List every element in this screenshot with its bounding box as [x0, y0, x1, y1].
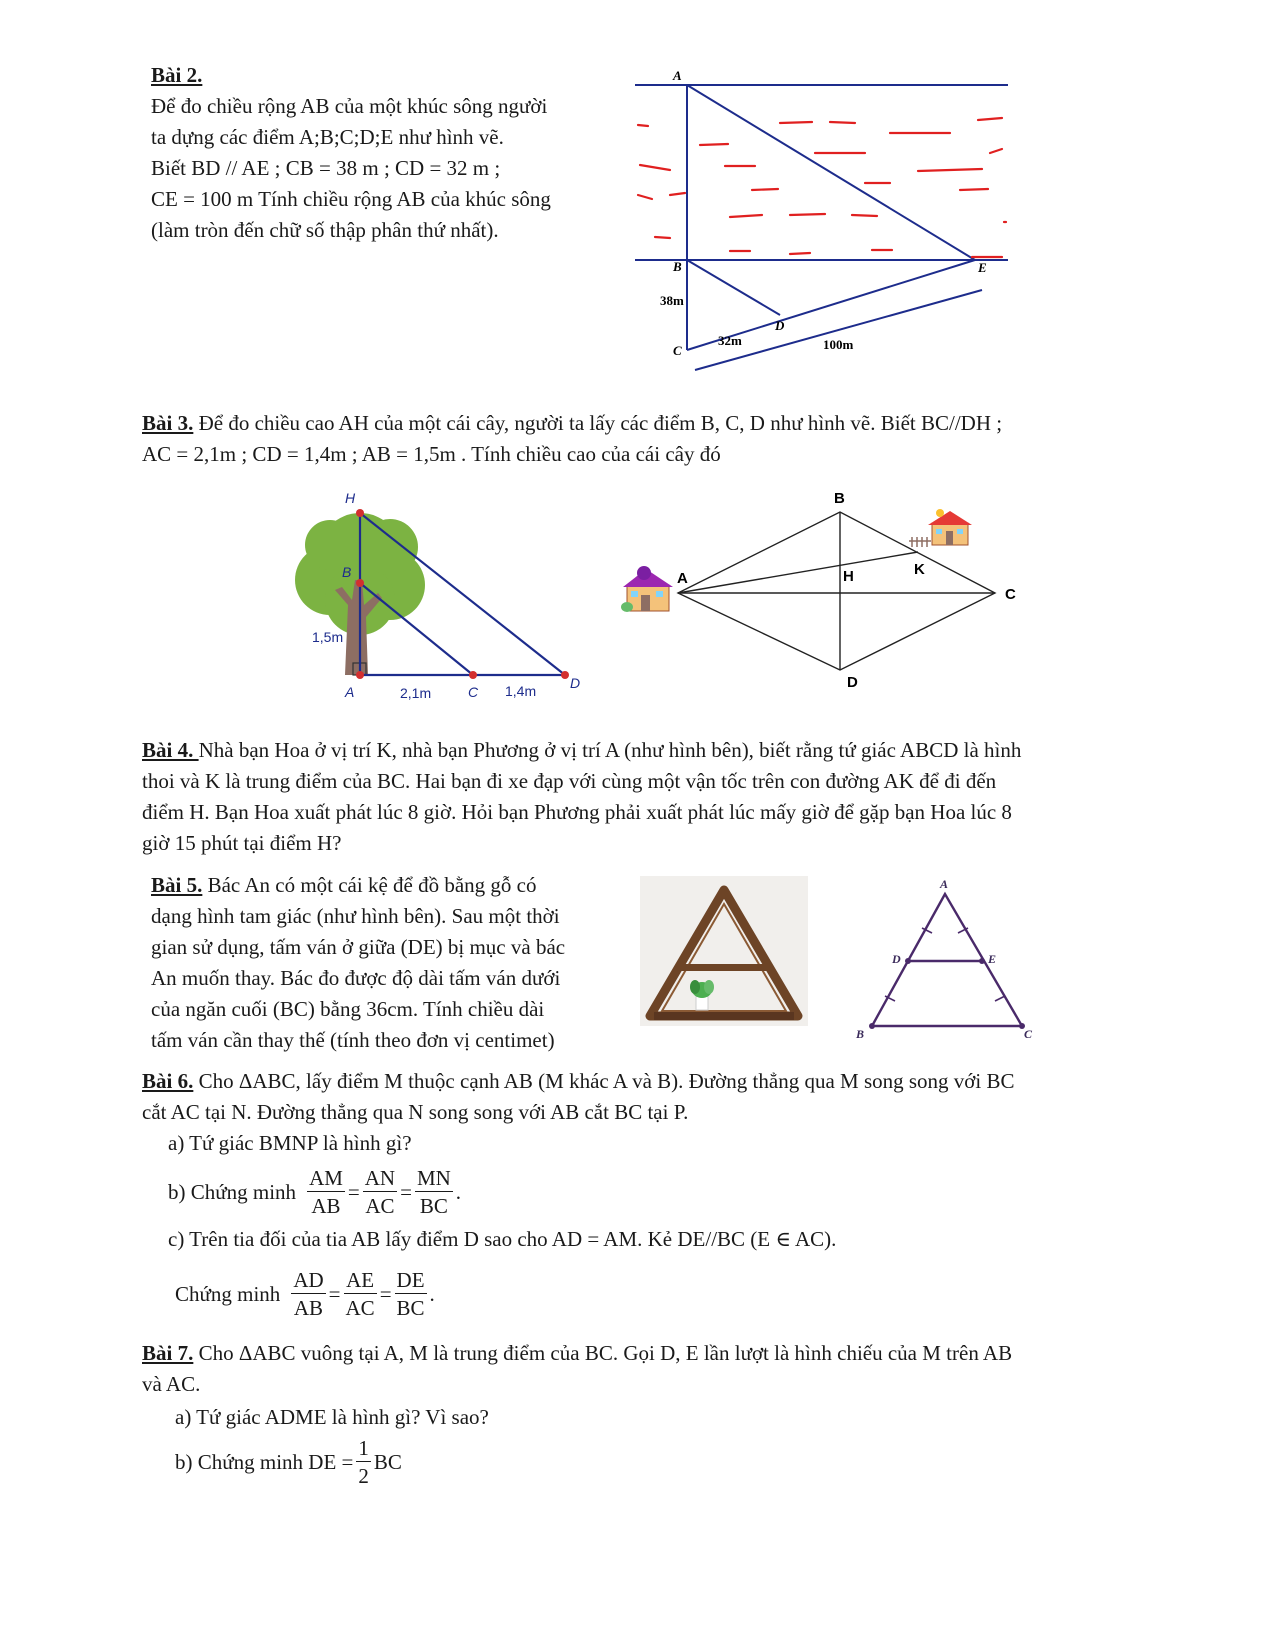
denominator: BC — [396, 1295, 425, 1320]
bai2-line: ta dựng các điểm A;B;C;D;E như hình vẽ. — [151, 125, 504, 149]
denominator: 2 — [358, 1463, 369, 1488]
bai6-line: Cho ΔABC, lấy điểm M thuộc cạnh AB (M khác A và B). Đường thẳng qua M song song với BC — [193, 1069, 1015, 1093]
point-label-E: E — [988, 952, 997, 966]
bai6-b-label: b) Chứng minh — [168, 1179, 297, 1204]
fraction — [395, 1267, 427, 1322]
bai7-part-a: a) Tứ giác ADME là hình gì? Vì sao? — [175, 1405, 489, 1429]
rhombus-figure — [615, 485, 1035, 700]
length-label-ce: 100m — [823, 337, 854, 352]
bai4-title: Bài 4. — [142, 738, 199, 762]
bai5-line: của ngăn cuối (BC) bằng 36cm. Tính chiều dài — [151, 997, 545, 1021]
bai2-line: (làm tròn đến chữ số thập phân thứ nhất). — [151, 218, 499, 242]
bai2-line: CE = 100 m Tính chiều rộng AB của khúc sông — [151, 187, 551, 211]
house-k-icon — [909, 509, 972, 547]
denominator: AC — [345, 1295, 375, 1320]
bai6-part-c-proof: Chứng minh $\frac{AD}{AB}$ = $\frac{AE}{AC}$ = $\frac{DE}{BC}$ . — [175, 1267, 435, 1320]
shelf-photo — [640, 876, 808, 1026]
length-label-cd: 1,4m — [505, 683, 537, 699]
point-label-A: A — [677, 570, 688, 587]
bai7-b-suffix: BC — [373, 1449, 402, 1474]
numerator: 1 — [358, 1435, 369, 1460]
point-label-D: D — [775, 318, 785, 333]
bai7-title: Bài 7. — [142, 1341, 194, 1365]
denominator: AB — [293, 1295, 324, 1320]
point-label-H: H — [345, 490, 356, 506]
bai5-line: gian sử dụng, tấm ván ở giữa (DE) bị mục và bác — [151, 935, 566, 959]
point-label-D: D — [892, 952, 901, 966]
bai4-text — [142, 735, 1142, 859]
length-label-ab: 1,5m — [312, 629, 344, 645]
point-label-B: B — [342, 564, 352, 580]
bai4-line: thoi và K là trung điểm của BC. Hai bạn đi xe đạp với cùng một vận tốc trên con đường AK để đi đến — [142, 769, 997, 793]
bai3-line: Để đo chiều cao AH của một cái cây, người ta lấy các điểm B, C, D như hình vẽ. Biết BC//DH ; — [193, 411, 1003, 435]
bai6-c-label: Chứng minh — [175, 1281, 281, 1306]
bai3-text — [142, 408, 1142, 470]
bai4-line: giờ 15 phút tại điểm H? — [142, 831, 342, 855]
numerator: AN — [364, 1165, 396, 1190]
point-label-C: C — [673, 343, 682, 358]
numerator: DE — [395, 1267, 427, 1294]
point-label-D: D — [847, 674, 858, 691]
bai7-part-b — [175, 1432, 402, 1492]
bai4-line: Nhà bạn Hoa ở vị trí K, nhà bạn Phương ở vị trí A (như hình bên), biết rằng tứ giác ABCD là hình — [198, 738, 1022, 762]
fraction — [363, 1165, 397, 1220]
bai5-title: Bài 5. — [151, 873, 203, 897]
bai6-line: cắt AC tại N. Đường thẳng qua N song song với AB cắt BC tại P. — [142, 1100, 689, 1124]
bai2-line: Để đo chiều rộng AB của một khúc sông người — [151, 94, 548, 118]
point-label-K: K — [914, 561, 925, 578]
bai5-line: Bác An có một cái kệ để đồ bằng gỗ có — [202, 873, 537, 897]
bai6-title: Bài 6. — [142, 1069, 194, 1093]
bai2-text — [151, 60, 611, 246]
bai3-line: AC = 2,1m ; CD = 1,4m ; AB = 1,5m . Tính chiều cao của cái cây đó — [142, 442, 721, 466]
point-label-B: B — [856, 1027, 865, 1041]
length-label-ac: 2,1m — [400, 685, 432, 701]
denominator: AC — [365, 1193, 395, 1218]
numerator: AD — [293, 1267, 324, 1292]
bai5-line: An muốn thay. Bác đo được độ dài tấm ván dưới — [151, 966, 561, 990]
bai6-part-c: c) Trên tia đối của tia AB lấy điểm D sao cho AD = AM. Kẻ DE//BC (E ∈ AC). — [168, 1227, 837, 1251]
denominator: AB — [311, 1193, 341, 1218]
tree-figure — [290, 485, 590, 710]
bai6-text — [142, 1066, 1142, 1159]
point-label-D: D — [570, 675, 581, 691]
point-label-H: H — [843, 568, 854, 585]
point-label-E: E — [978, 260, 987, 275]
bai5-line: tấm ván cần thay thế (tính theo đơn vị centimet) — [151, 1028, 555, 1052]
point-label-A: A — [673, 68, 682, 83]
point-label-B: B — [673, 259, 682, 274]
bai2-line: Biết BD // AE ; CB = 38 m ; CD = 32 m ; — [151, 156, 501, 180]
length-label-cb: 38m — [660, 293, 684, 308]
numerator: AE — [344, 1267, 377, 1294]
bai7-b-label: b) Chứng minh DE = — [175, 1449, 354, 1474]
bai5-line: dạng hình tam giác (như hình bên). Sau một thời — [151, 904, 560, 928]
fraction — [356, 1435, 371, 1490]
fraction — [307, 1165, 345, 1220]
bai7-line: Cho ΔABC vuông tại A, M là trung điểm của BC. Gọi D, E lần lượt là hình chiếu của M trên AB — [193, 1341, 1013, 1365]
point-label-C: C — [1024, 1027, 1033, 1041]
fraction — [291, 1267, 325, 1322]
denominator: BC — [419, 1193, 448, 1218]
fraction — [344, 1267, 377, 1322]
bai6-part-a: a) Tứ giác BMNP là hình gì? — [168, 1131, 412, 1155]
bai3-title: Bài 3. — [142, 411, 194, 435]
house-a-icon — [621, 566, 673, 612]
point-label-A: A — [345, 684, 355, 700]
triangle-figure — [850, 876, 1040, 1041]
numerator: AM — [309, 1165, 343, 1190]
fraction — [415, 1165, 453, 1220]
point-label-A: A — [940, 877, 949, 891]
point-label-B: B — [834, 490, 845, 507]
bai5-text — [151, 870, 591, 1056]
bai2-title: Bài 2. — [151, 63, 203, 87]
point-label-C: C — [1005, 586, 1016, 603]
bai7-line: và AC. — [142, 1372, 201, 1396]
point-label-C: C — [468, 684, 479, 700]
bai6-part-b: b) Chứng minh $\frac{AM}{AB}$ = $\frac{AN}{AC}$ = $\frac{MN}{BC}$ . — [168, 1165, 462, 1218]
bai7-text — [142, 1338, 1142, 1433]
bai4-line: điểm H. Bạn Hoa xuất phát lúc 8 giờ. Hỏi bạn Phương phải xuất phát lúc mấy giờ để gặp bạn Hoa lúc 8 — [142, 800, 1012, 824]
numerator: MN — [416, 1165, 451, 1190]
length-label-cd: 32m — [718, 333, 742, 348]
river-figure — [630, 65, 1015, 380]
